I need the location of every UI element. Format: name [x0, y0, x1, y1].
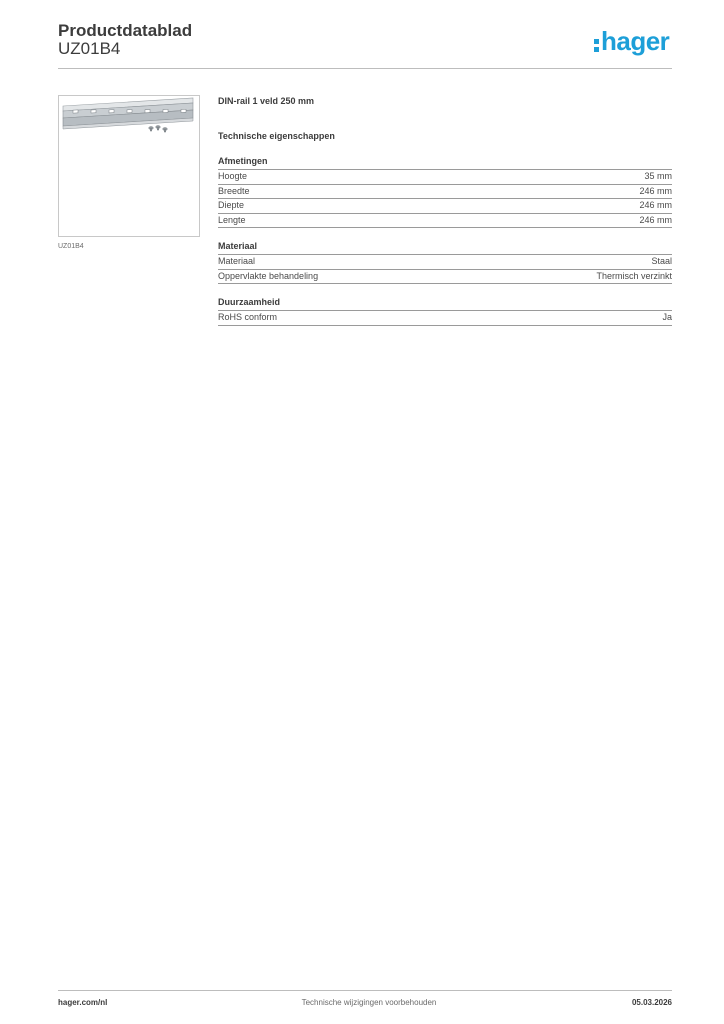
spec-value: Staal — [651, 256, 672, 266]
spec-row — [218, 255, 672, 270]
specs-heading: Technische eigenschappen — [218, 131, 335, 141]
image-caption: UZ01B4 — [58, 243, 84, 250]
spec-row — [218, 214, 672, 229]
spec-row — [218, 270, 672, 285]
footer-notice: Technische wijzigingen voorbehouden — [301, 998, 437, 1007]
spec-row — [218, 199, 672, 214]
product-description: DIN-rail 1 veld 250 mm — [218, 96, 315, 106]
spec-group-duurzaamheid — [218, 296, 672, 326]
spec-value: 246 mm — [639, 214, 672, 225]
spec-label: Lengte — [218, 214, 246, 225]
spec-group-title: Duurzaamheid — [218, 296, 672, 311]
spec-value: 35 mm — [644, 171, 672, 181]
spec-row — [218, 170, 672, 185]
spec-label: Oppervlakte behandeling — [218, 270, 319, 281]
header-divider — [58, 68, 672, 69]
spec-label: RoHS conform — [218, 312, 278, 322]
footer-website-link[interactable]: hager.com/nl — [58, 998, 108, 1007]
spec-group-title: Afmetingen — [218, 155, 672, 170]
spec-label: Materiaal — [218, 256, 256, 266]
spec-label: Diepte — [218, 200, 245, 210]
spec-group-title: Materiaal — [218, 240, 672, 255]
footer-date: 05.03.2026 — [631, 998, 672, 1007]
product-code: UZ01B4 — [58, 39, 121, 58]
spec-label: Breedte — [218, 185, 250, 196]
spec-value: 246 mm — [639, 200, 672, 210]
spec-label: Hoogte — [218, 171, 248, 181]
spec-group-materiaal — [218, 240, 672, 284]
spec-value: Thermisch verzinkt — [596, 270, 672, 281]
page-title: Productdatablad — [58, 21, 193, 40]
spec-group-afmetingen — [218, 155, 672, 228]
spec-value: Ja — [662, 312, 672, 322]
spec-row — [218, 311, 672, 326]
spec-value: 246 mm — [639, 185, 672, 196]
hager-logo — [594, 27, 669, 55]
spec-row — [218, 185, 672, 200]
footer-divider — [58, 990, 672, 991]
logo-text: hager — [601, 26, 670, 56]
spec-content — [218, 95, 672, 326]
logo-colon-icon — [594, 31, 599, 53]
din-rail-illustration — [59, 96, 199, 236]
product-image — [58, 95, 200, 237]
